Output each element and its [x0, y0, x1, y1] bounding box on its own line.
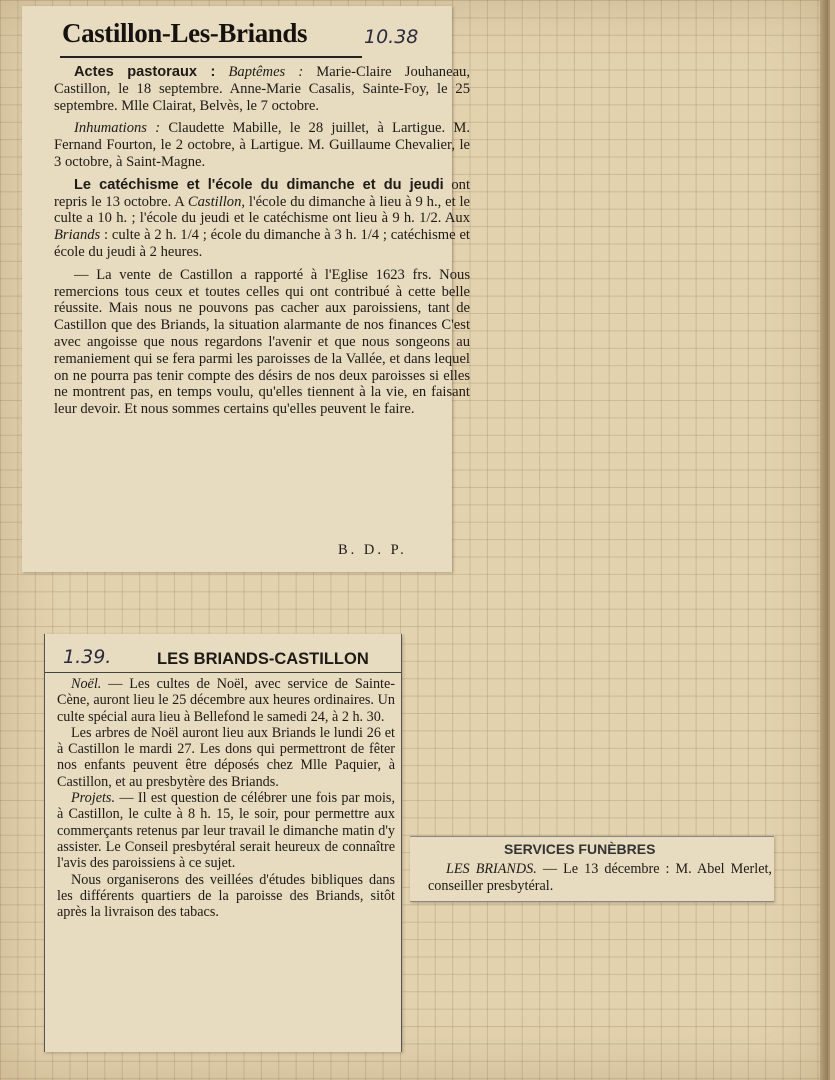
paragraph-em: Briands — [54, 227, 101, 244]
handwritten-date: 10.38 — [364, 26, 419, 48]
paragraph-arbres: Les arbres de Noël auront lieu aux Briands le lundi 26 et à Castillon le mardi 27. Les dons qui permettront de fêter nos enfants peuvent être déposés chez Mlle Paquier, à Castillon, et au presbytère des Briands. — [57, 724, 395, 790]
newspaper-clipping-funeral — [410, 836, 774, 902]
paragraph-text: : culte à 2 h. 1/4 ; école du dimanche à 3 h. 1/4 ; catéchisme et école du jeudi à 2 heures. — [54, 227, 470, 260]
paragraph-text: l'école du dimanche à lieu à 9 h., et le culte a 10 h. ; l'école du jeudi et le catéchisme ont lieu à 9 h. 1/2. Aux — [54, 193, 470, 227]
paragraph-lead: Actes pastoraux : — [74, 64, 216, 80]
handwritten-date: 1.39. — [63, 646, 112, 668]
signature: B. D. P. — [338, 542, 407, 558]
clipping-body — [57, 676, 395, 920]
paragraph-lead: Le catéchisme et l'école du dimanche et du jeudi — [74, 176, 444, 193]
paragraph-text: — Le 13 décembre : M. Abel Merlet, conseiller presbytéral. — [428, 861, 772, 894]
paragraph-em: Inhumations : — [74, 120, 161, 137]
paragraph-em: LES BRIANDS. — [446, 861, 537, 877]
paragraph-text: — Les cultes de Noël, avec service de Sainte-Cène, auront lieu le 25 décembre aux heures ordinaires. Un culte spécial aura lieu à Bellefond le samedi 24, à 2 h. 30. — [57, 676, 396, 725]
paragraph-em: Castillon, — [187, 193, 246, 210]
paragraph-text: ont repris le 13 octobre. A — [54, 176, 470, 210]
paragraph-text: Claudette Mabille, le 28 juillet, à Lartigue. M. Fernand Fourton, le 2 octobre, à Lartigue. M. Guillaume Chevalier, le 3 octobre, à Saint-Magne. — [54, 120, 470, 170]
clipping-masthead: Castillon-Les-Briands — [62, 18, 308, 48]
clipping-title: SERVICES FUNÈBRES — [504, 841, 656, 857]
paragraph-projets — [57, 790, 395, 871]
paragraph-text: — Il est question de célébrer une fois par mois, à Castillon, le culte à 8 h. 15, le soir, pour permettre aux commerçants retenus par leur travail le dimanche matin d'y assister. Le Conseil presbytéral serait heureux de connaître l'avis des paroissiens à ce sujet. — [57, 790, 396, 872]
clipping-body — [54, 64, 470, 418]
paragraph-inhumations — [54, 120, 470, 170]
paragraph-deces — [428, 861, 772, 895]
newspaper-clipping-october — [22, 6, 471, 572]
page-edge — [820, 0, 828, 1080]
paragraph-em: Baptêmes : — [228, 64, 304, 80]
paragraph-em: Projets. — [71, 790, 116, 807]
clipping-title: LES BRIANDS-CASTILLON — [157, 650, 369, 668]
clipping-body — [428, 861, 772, 895]
paragraph-noel — [57, 676, 395, 725]
masthead-rule — [60, 56, 362, 58]
paragraph-veillees: Nous organiserons des veillées d'études bibliques dans les différents quartiers de la paroisse des Briands, sitôt après la livraison des tabacs. — [57, 871, 395, 921]
clipping-header — [45, 646, 401, 673]
paragraph-text: Marie-Claire Jouhaneau, Castillon, le 18 septembre. Anne-Marie Casalis, Sainte-Foy, le 25 septembre. Mlle Clairat, Belvès, le 7 octobre. — [54, 64, 471, 114]
newspaper-clipping-january — [44, 634, 402, 1052]
paragraph-actes — [54, 64, 470, 114]
paragraph-catechisme — [54, 177, 470, 261]
paragraph-em: Noël. — [71, 676, 102, 692]
paragraph-vente: — La vente de Castillon a rapporté à l'Eglise 1623 frs. Nous remercions tous ceux et toutes celles qui ont contribué à cette belle réussite. Mais nous ne pouvons pas cacher aux paroissiens, tant de Castillon que des Briands, la situation alarmante de nos finances C'est avec angoisse que nous regardons l'avenir et que nous songeons au remaniement qui se fera parmi les paroisses de la Vallée, et dans lequel on ne pourra pas tenir compte des désirs de nos deux paroisses si elles ne montrent pas, en temps voulu, qu'elles tiennent à la vie, en faisant leur devoir. Et nous sommes certains qu'elles peuvent le faire. — [54, 266, 470, 418]
